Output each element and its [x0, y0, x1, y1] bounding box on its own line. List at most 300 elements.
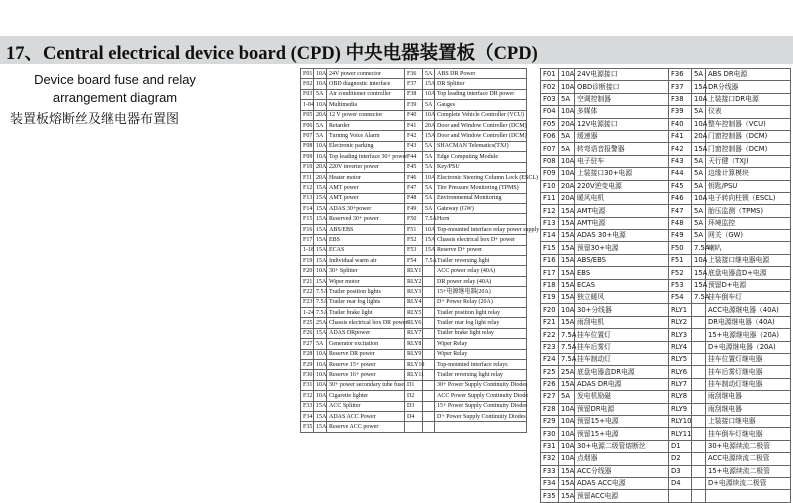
fuse-function-cell — [435, 422, 527, 432]
fuse-rating-cell: 15A — [559, 230, 575, 242]
fuse-rating-cell: 15A — [423, 131, 435, 141]
fuse-id-cell: F30 — [541, 428, 559, 440]
fuse-id-cell: F25 — [541, 366, 559, 378]
fuse-rating-cell: 10A — [559, 428, 575, 440]
table-row — [301, 214, 527, 224]
fuse-function-cell: Wiper Relay — [435, 339, 527, 349]
fuse-function-cell: D+ Power Supply Continuity Diodes — [435, 411, 527, 421]
table-row — [301, 391, 527, 401]
table-row — [541, 192, 791, 204]
fuse-function-cell: Reserve DR power — [327, 349, 405, 359]
fuse-rating-cell: 10A — [559, 440, 575, 452]
fuse-function-cell: 胎压监测（TPMS) — [706, 205, 791, 217]
fuse-function-cell: Turning Voice Alarm — [327, 131, 405, 141]
fuse-id-cell: F27 — [301, 339, 314, 349]
fuse-rating-cell: 25A — [314, 318, 327, 328]
fuse-id-cell: F40 — [669, 118, 692, 130]
fuse-id-cell: F28 — [301, 349, 314, 359]
table-row — [301, 245, 527, 255]
fuse-rating-cell: 5A — [314, 120, 327, 130]
fuse-id-cell: RLY3 — [405, 287, 423, 297]
fuse-function-cell: 暖风电机 — [575, 192, 669, 204]
fuse-function-cell: 上装接口30+电源 — [575, 168, 669, 180]
fuse-id-cell: F53 — [405, 245, 423, 255]
fuse-id-cell: F52 — [405, 235, 423, 245]
fuse-rating-cell: 15A — [314, 328, 327, 338]
fuse-function-cell: 喇叭 — [706, 242, 791, 254]
fuse-function-cell: ADAS DRpower — [327, 328, 405, 338]
table-row — [541, 477, 791, 489]
fuse-id-cell: RLY8 — [669, 391, 692, 403]
fuse-rating-cell: 15A — [423, 245, 435, 255]
fuse-function-cell: 挂车后雾灯 — [575, 341, 669, 353]
table-row — [301, 422, 527, 432]
fuse-rating-cell: 15A — [314, 245, 327, 255]
fuse-id-cell: F01 — [301, 69, 314, 79]
table-row — [541, 316, 791, 328]
fuse-function-cell: 空调控制器 — [575, 93, 669, 105]
fuse-function-cell: 挂车制动灯继电器 — [706, 378, 791, 390]
fuse-id-cell: F08 — [301, 141, 314, 151]
fuse-function-cell: 24V power connector — [327, 69, 405, 79]
fuse-function-cell: 上装接口继电器 — [706, 415, 791, 427]
fuse-id-cell: F42 — [405, 131, 423, 141]
fuse-id-cell: F41 — [405, 120, 423, 130]
fuse-function-cell: Gateway (GW) — [435, 204, 527, 214]
fuse-id-cell: RLY3 — [669, 329, 692, 341]
fuse-function-cell: 雨刮继电器 — [706, 403, 791, 415]
fuse-function-cell: 点烟器 — [575, 453, 669, 465]
fuse-function-cell: 独立暖风 — [575, 292, 669, 304]
fuse-id-cell: D4 — [669, 477, 692, 489]
fuse-function-cell: Door and Window Controller (DCM) — [435, 120, 527, 130]
fuse-function-cell: ADAS 30+power — [327, 204, 405, 214]
fuse-id-cell: F46 — [669, 192, 692, 204]
fuse-rating-cell — [692, 366, 706, 378]
subtitle-en-line2: arrangement diagram — [52, 90, 178, 105]
fuse-id-cell: F45 — [669, 180, 692, 192]
fuse-id-cell: F28 — [541, 403, 559, 415]
fuse-id-cell: F07 — [541, 143, 559, 155]
fuse-function-cell: 30+ Splitter — [327, 266, 405, 276]
fuse-id-cell: RLY4 — [669, 341, 692, 353]
table-row — [301, 339, 527, 349]
fuse-rating-cell: 15A — [692, 279, 706, 291]
fuse-rating-cell: 10A — [559, 403, 575, 415]
fuse-rating-cell: 10A — [559, 155, 575, 167]
fuse-id-cell: F11 — [301, 172, 314, 182]
table-row — [541, 465, 791, 477]
fuse-id-cell: F31 — [301, 380, 314, 390]
fuse-function-cell: D+ Power Relay (20A) — [435, 297, 527, 307]
table-row — [301, 110, 527, 120]
table-row — [301, 256, 527, 266]
fuse-function-cell: ABS/EBS — [575, 254, 669, 266]
fuse-id-cell: F02 — [541, 81, 559, 93]
table-row — [301, 120, 527, 130]
fuse-rating-cell: 10A — [423, 172, 435, 182]
fuse-rating-cell: 25A — [559, 366, 575, 378]
fuse-id-cell: 1-24 — [301, 307, 314, 317]
fuse-rating-cell — [423, 328, 435, 338]
fuse-rating-cell: 7.5A — [423, 214, 435, 224]
fuse-id-cell: F03 — [541, 93, 559, 105]
fuse-id-cell: F19 — [301, 256, 314, 266]
fuse-rating-cell: 10A — [559, 81, 575, 93]
fuse-id-cell: F36 — [669, 69, 692, 81]
fuse-id-cell: F35 — [541, 490, 559, 502]
fuse-function-cell: Chassis electrical box DR power — [327, 318, 405, 328]
table-row — [541, 242, 791, 254]
fuse-rating-cell — [423, 307, 435, 317]
fuse-id-cell: D1 — [405, 380, 423, 390]
fuse-rating-cell — [692, 316, 706, 328]
fuse-function-cell: 门窗控制器（DCM) — [706, 130, 791, 142]
fuse-id-cell: F09 — [301, 152, 314, 162]
fuse-rating-cell — [692, 391, 706, 403]
fuse-rating-cell — [692, 353, 706, 365]
fuse-id-cell: F23 — [301, 297, 314, 307]
fuse-id-cell: F36 — [405, 69, 423, 79]
fuse-id-cell: F39 — [669, 106, 692, 118]
fuse-rating-cell: 10A — [314, 370, 327, 380]
fuse-rating-cell: 10A — [314, 79, 327, 89]
fuse-function-cell: 发电机励磁 — [575, 391, 669, 403]
fuse-function-cell: 雨刮继电器 — [706, 391, 791, 403]
fuse-rating-cell: 10A — [559, 415, 575, 427]
fuse-rating-cell: 15A — [314, 183, 327, 193]
fuse-rating-cell — [692, 378, 706, 390]
fuse-id-cell: F54 — [405, 256, 423, 266]
fuse-rating-cell: 10A — [559, 106, 575, 118]
fuse-id-cell: F46 — [405, 172, 423, 182]
fuse-function-cell: Trailer position lights — [327, 287, 405, 297]
fuse-function-cell: Door and Window Controller (DCM) — [435, 131, 527, 141]
table-row — [301, 266, 527, 276]
subtitle-cn: 装置板熔断丝及继电器布置图 — [10, 112, 180, 127]
table-row — [541, 143, 791, 155]
fuse-function-cell: Environmental Monitoring — [435, 193, 527, 203]
fuse-rating-cell: 15A — [314, 276, 327, 286]
fuse-id-cell: F19 — [541, 292, 559, 304]
fuse-rating-cell — [423, 287, 435, 297]
fuse-rating-cell — [692, 490, 706, 502]
fuse-id-cell: RLY10 — [405, 359, 423, 369]
fuse-rating-cell — [423, 339, 435, 349]
fuse-id-cell: RLY5 — [669, 353, 692, 365]
fuse-id-cell: F50 — [669, 242, 692, 254]
fuse-rating-cell: 7.5A — [692, 242, 706, 254]
fuse-id-cell: F07 — [301, 131, 314, 141]
fuse-function-cell: 预留15+电源 — [575, 428, 669, 440]
fuse-id-cell: F51 — [405, 224, 423, 234]
fuse-rating-cell: 10A — [314, 380, 327, 390]
fuse-function-cell: ABS DR电源 — [706, 69, 791, 81]
fuse-rating-cell: 10A — [692, 118, 706, 130]
fuse-table-english-body — [301, 69, 540, 433]
fuse-id-cell: F49 — [669, 230, 692, 242]
table-row — [541, 254, 791, 266]
fuse-rating-cell: 15A — [559, 378, 575, 390]
fuse-rating-cell: 10A — [423, 89, 435, 99]
fuse-rating-cell: 20A — [692, 130, 706, 142]
fuse-function-cell: 挂车倒车灯继电器 — [706, 428, 791, 440]
fuse-function-cell: AMT power — [327, 193, 405, 203]
fuse-id-cell: F38 — [669, 93, 692, 105]
fuse-id-cell: RLY6 — [405, 318, 423, 328]
fuse-id-cell: F37 — [405, 79, 423, 89]
fuse-id-cell: RLY2 — [669, 316, 692, 328]
fuse-function-cell: 30+分线器 — [575, 304, 669, 316]
fuse-id-cell: F16 — [301, 224, 314, 234]
fuse-function-cell: Trailer position light relay — [435, 307, 527, 317]
table-row — [541, 69, 791, 81]
fuse-rating-cell: 5A — [692, 106, 706, 118]
fuse-rating-cell: 10A — [692, 254, 706, 266]
fuse-rating-cell: 15A — [559, 267, 575, 279]
fuse-function-cell: Electronic parking — [327, 141, 405, 151]
table-row — [301, 370, 527, 380]
table-row — [541, 353, 791, 365]
fuse-rating-cell — [423, 370, 435, 380]
fuse-function-cell: ABS DR Power — [435, 69, 527, 79]
fuse-rating-cell: 15A — [314, 214, 327, 224]
fuse-table-english — [300, 68, 540, 433]
fuse-rating-cell: 15A — [692, 267, 706, 279]
fuse-id-cell: F06 — [541, 130, 559, 142]
fuse-rating-cell: 7.5A — [559, 341, 575, 353]
fuse-function-cell: Wiper motor — [327, 276, 405, 286]
fuse-function-cell: DR电源继电器（40A) — [706, 316, 791, 328]
fuse-function-cell: Trailer brake light relay — [435, 328, 527, 338]
fuse-function-cell: 电子驻车 — [575, 155, 669, 167]
fuse-id-cell: F48 — [669, 217, 692, 229]
fuse-rating-cell: 20A — [314, 172, 327, 182]
fuse-rating-cell — [692, 453, 706, 465]
table-row — [301, 172, 527, 182]
fuse-function-cell: Reserved 30+ power — [327, 214, 405, 224]
fuse-id-cell: RLY11 — [669, 428, 692, 440]
fuse-id-cell: F09 — [541, 168, 559, 180]
fuse-rating-cell: 15A — [559, 316, 575, 328]
fuse-rating-cell: 15A — [559, 477, 575, 489]
fuse-id-cell: F51 — [669, 254, 692, 266]
fuse-rating-cell: 7.5A — [423, 256, 435, 266]
fuse-rating-cell: 5A — [692, 168, 706, 180]
fuse-function-cell: DR Splitter — [435, 79, 527, 89]
table-row — [301, 235, 527, 245]
fuse-function-cell: ACC Power Supply Continuity Diode — [435, 391, 527, 401]
fuse-rating-cell: 10A — [559, 304, 575, 316]
fuse-id-cell: F26 — [301, 328, 314, 338]
fuse-id-cell: RLY7 — [669, 378, 692, 390]
fuse-function-cell: 30+ power secondary tube fuse — [327, 380, 405, 390]
fuse-rating-cell: 20A — [559, 180, 575, 192]
fuse-function-cell: AMT power — [327, 183, 405, 193]
table-row — [301, 318, 527, 328]
fuse-id-cell: F10 — [301, 162, 314, 172]
table-row — [541, 428, 791, 440]
fuse-rating-cell — [423, 266, 435, 276]
fuse-id-cell: F33 — [301, 401, 314, 411]
fuse-function-cell: 30+电源续流二极管 — [706, 440, 791, 452]
fuse-id-cell: F23 — [541, 341, 559, 353]
fuse-rating-cell — [692, 403, 706, 415]
fuse-rating-cell — [423, 276, 435, 286]
fuse-id-cell: D1 — [669, 440, 692, 452]
table-row — [541, 118, 791, 130]
fuse-function-cell: OBD diagnostic interface — [327, 79, 405, 89]
table-row — [541, 130, 791, 142]
fuse-rating-cell: 15A — [692, 143, 706, 155]
table-row — [541, 93, 791, 105]
fuse-rating-cell — [423, 380, 435, 390]
table-row — [541, 391, 791, 403]
table-row — [541, 440, 791, 452]
fuse-function-cell: Generator excitation — [327, 339, 405, 349]
fuse-rating-cell: 20A — [559, 192, 575, 204]
fuse-function-cell: Trailer rear fog lights — [327, 297, 405, 307]
fuse-rating-cell: 7.5A — [314, 307, 327, 317]
fuse-function-cell: Air conditioner controller — [327, 89, 405, 99]
fuse-function-cell: Individual warm air — [327, 256, 405, 266]
fuse-function-cell: 边缘计算模块 — [706, 168, 791, 180]
fuse-function-cell: 挂车制动灯 — [575, 353, 669, 365]
fuse-rating-cell — [692, 329, 706, 341]
fuse-function-cell: 15+ Power Supply Continuity Diodes — [435, 401, 527, 411]
fuse-function-cell: 15+电源继电器（20A) — [706, 329, 791, 341]
fuse-id-cell: F20 — [301, 266, 314, 276]
table-row — [301, 380, 527, 390]
fuse-rating-cell: 15A — [559, 490, 575, 502]
fuse-function-cell: ADAS ACC Power — [327, 411, 405, 421]
fuse-id-cell: F52 — [669, 267, 692, 279]
fuse-function-cell: Trailer reversing light — [435, 256, 527, 266]
fuse-id-cell: F34 — [541, 477, 559, 489]
fuse-function-cell: Retarder — [327, 120, 405, 130]
fuse-rating-cell: 5A — [692, 155, 706, 167]
fuse-function-cell: EBS — [327, 235, 405, 245]
fuse-function-cell: 预留D+电源 — [706, 279, 791, 291]
fuse-id-cell: RLY1 — [405, 266, 423, 276]
fuse-function-cell: 整车控制器（VCU) — [706, 118, 791, 130]
fuse-rating-cell: 5A — [559, 130, 575, 142]
fuse-rating-cell: 5A — [692, 217, 706, 229]
fuse-rating-cell: 5A — [423, 152, 435, 162]
fuse-id-cell: F29 — [301, 359, 314, 369]
fuse-rating-cell — [692, 341, 706, 353]
fuse-function-cell: ACC分线器 — [575, 465, 669, 477]
table-row — [541, 415, 791, 427]
fuse-rating-cell: 15A — [559, 205, 575, 217]
subtitle-en-line1: Device board fuse and relay — [34, 72, 196, 87]
fuse-rating-cell: 7.5A — [314, 297, 327, 307]
fuse-function-cell: Reserve 15+ power — [327, 359, 405, 369]
fuse-rating-cell: 15A — [314, 224, 327, 234]
fuse-function-cell: 12 V power connector — [327, 110, 405, 120]
fuse-id-cell: RLY7 — [405, 328, 423, 338]
fuse-function-cell: DR分线器 — [706, 81, 791, 93]
fuse-id-cell: RLY9 — [669, 403, 692, 415]
fuse-rating-cell: 10A — [314, 391, 327, 401]
fuse-rating-cell: 15A — [423, 235, 435, 245]
fuse-table-chinese-body — [541, 69, 791, 503]
fuse-id-cell: F33 — [541, 465, 559, 477]
fuse-rating-cell: 5A — [692, 180, 706, 192]
fuse-function-cell: 预留30+电源 — [575, 242, 669, 254]
fuse-table-chinese — [540, 68, 791, 503]
fuse-id-cell: F45 — [405, 162, 423, 172]
fuse-id-cell: F03 — [301, 89, 314, 99]
fuse-id-cell: F27 — [541, 391, 559, 403]
fuse-rating-cell — [423, 318, 435, 328]
fuse-id-cell: F12 — [301, 183, 314, 193]
fuse-rating-cell: 20A — [314, 110, 327, 120]
fuse-rating-cell: 5A — [423, 183, 435, 193]
fuse-function-cell: Trailer reversing light relay — [435, 370, 527, 380]
fuse-function-cell: ACC电源继电器（40A) — [706, 304, 791, 316]
table-row — [301, 297, 527, 307]
fuse-function-cell: 预留15+电源 — [575, 415, 669, 427]
table-row — [301, 79, 527, 89]
fuse-function-cell: 15+电源续流二极管 — [706, 465, 791, 477]
fuse-function-cell: ACC Splitter — [327, 401, 405, 411]
fuse-function-cell: ADAS DR电源 — [575, 378, 669, 390]
fuse-id-cell: F54 — [669, 292, 692, 304]
fuse-id-cell: D2 — [669, 453, 692, 465]
table-row — [541, 267, 791, 279]
fuse-id-cell — [669, 490, 692, 502]
table-row — [301, 411, 527, 421]
fuse-id-cell: F12 — [541, 205, 559, 217]
fuse-rating-cell: 15A — [314, 422, 327, 432]
fuse-rating-cell: 10A — [314, 359, 327, 369]
table-row — [301, 204, 527, 214]
fuse-rating-cell — [692, 465, 706, 477]
table-row — [301, 100, 527, 110]
fuse-rating-cell: 10A — [314, 141, 327, 151]
fuse-function-cell: ADAS ACC电源 — [575, 477, 669, 489]
fuse-id-cell: F13 — [541, 217, 559, 229]
fuse-function-cell: 上装接口DR电源 — [706, 93, 791, 105]
fuse-rating-cell: 15A — [692, 81, 706, 93]
fuse-rating-cell: 15A — [559, 279, 575, 291]
fuse-function-cell: Cigarette lighter — [327, 391, 405, 401]
fuse-id-cell: F20 — [541, 304, 559, 316]
fuse-rating-cell — [423, 297, 435, 307]
table-row — [541, 217, 791, 229]
fuse-rating-cell: 5A — [314, 89, 327, 99]
table-row — [541, 453, 791, 465]
fuse-id-cell: F15 — [301, 214, 314, 224]
fuse-id-cell: F42 — [669, 143, 692, 155]
fuse-function-cell: AMT电源 — [575, 205, 669, 217]
fuse-rating-cell: 10A — [314, 266, 327, 276]
fuse-function-cell: ADAS 30+电源 — [575, 230, 669, 242]
fuse-function-cell: 挂车后雾灯继电器 — [706, 366, 791, 378]
fuse-rating-cell: 5A — [314, 131, 327, 141]
table-row — [301, 162, 527, 172]
fuse-id-cell: F31 — [541, 440, 559, 452]
fuse-id-cell: F32 — [541, 453, 559, 465]
fuse-rating-cell: 5A — [423, 141, 435, 151]
fuse-rating-cell: 15A — [314, 235, 327, 245]
fuse-id-cell: F43 — [405, 141, 423, 151]
fuse-id-cell: F22 — [541, 329, 559, 341]
fuse-function-cell: D+电源续流二极管 — [706, 477, 791, 489]
fuse-function-cell: Trailer rear fog light relay — [435, 318, 527, 328]
table-row — [541, 490, 791, 502]
